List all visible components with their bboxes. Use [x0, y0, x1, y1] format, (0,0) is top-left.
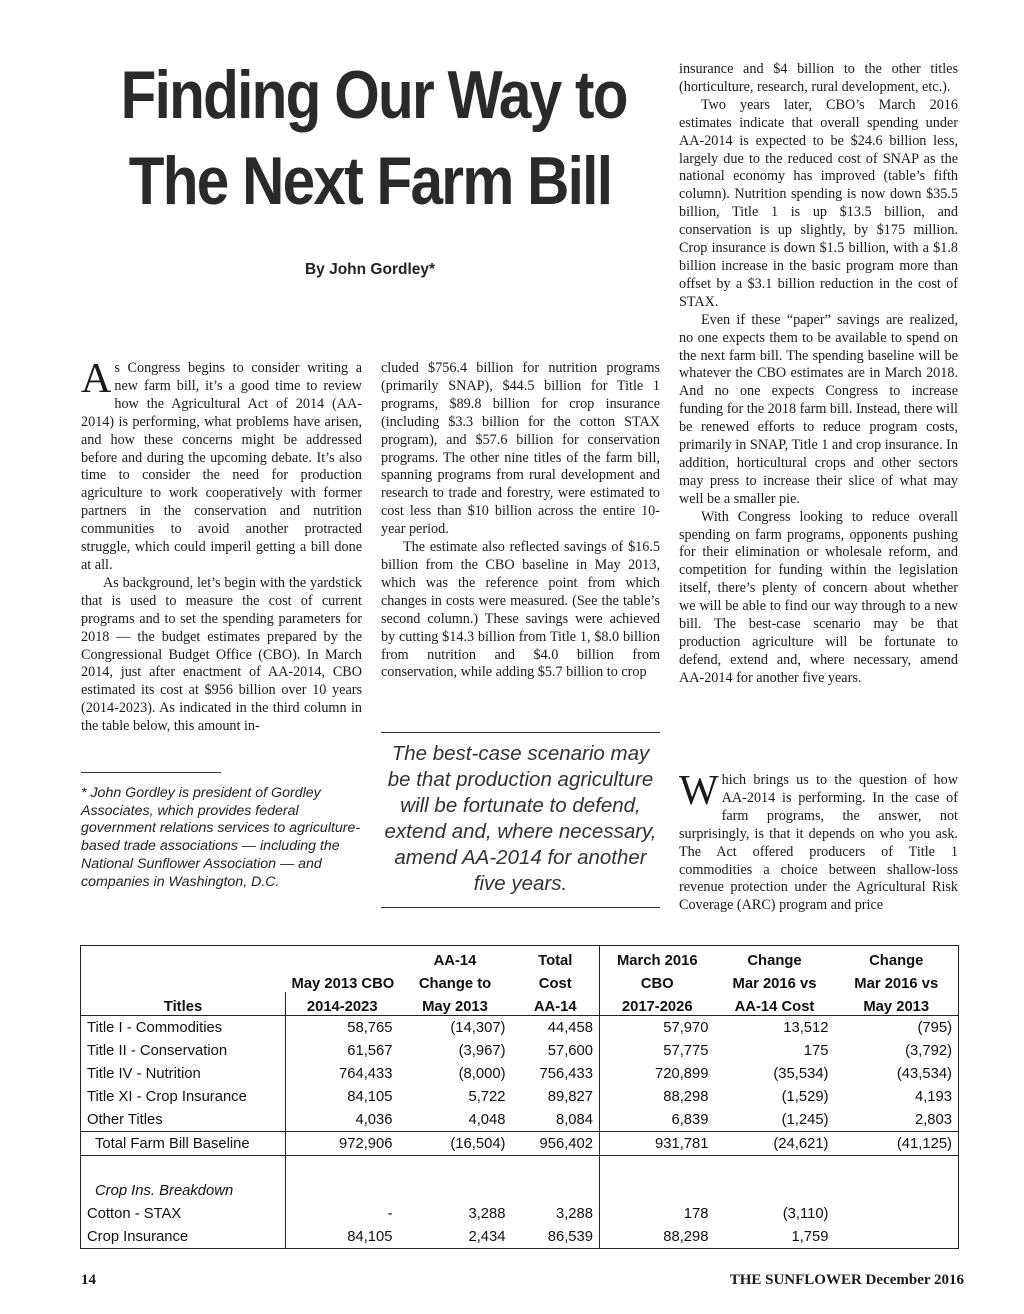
table-row: [81, 1225, 959, 1249]
cell: 6,839: [600, 1108, 715, 1132]
cell: 5,722: [468, 1088, 506, 1105]
cell: 8,084: [512, 1108, 600, 1132]
cell: 61,567: [347, 1042, 393, 1059]
col-header: AA-14 Cost: [715, 992, 835, 1016]
cell: 88,298: [663, 1088, 709, 1105]
cell: (24,621): [715, 1132, 835, 1156]
cell: (795): [835, 1016, 959, 1040]
row-title: Title II - Conservation: [81, 1039, 286, 1062]
cell: (1,245): [715, 1108, 835, 1132]
cell: (43,534): [835, 1062, 959, 1085]
row-title: Other Titles: [81, 1108, 286, 1132]
paragraph: insurance and $4 billion to the other titles (horticulture, research, rural development, etc.).: [679, 61, 958, 95]
column-2: [381, 360, 660, 682]
paragraph: Even if these “paper” savings are realized, no one expects them to be available to spend on the next farm bill. The spending baseline will be whatever the CBO estimates are in March 2018. And no one expects Congress to increase funding for the 2018 farm bill. Instead, there will be renewed efforts to reduce program costs, primarily in SNAP, Title 1 and crop insurance. In addition, horticultural crops and other sectors may press to increase their slice of what may well be a smaller pie.: [679, 311, 958, 507]
cell: 57,600: [512, 1039, 600, 1062]
cell: [835, 1202, 959, 1225]
cell: -: [387, 1205, 393, 1222]
drop-cap: A: [81, 356, 112, 402]
cell: 58,765: [347, 1019, 393, 1036]
cell: 4,193: [835, 1085, 959, 1108]
paragraph: The estimate also reflected savings of $16.5 billion from the CBO baseline in May 2013, which was the reference point from which changes in costs were measured. (See the table’s second column.) These savings were achieved by cutting $14.3 billion from Title 1, $8.0 billion from nutrition and $4.0 billion from conservation, while adding $5.7 billion to crop: [381, 539, 660, 681]
row-title: Title IV - Nutrition: [81, 1062, 286, 1085]
col-header: May 2013: [399, 992, 512, 1016]
cell: 178: [683, 1205, 709, 1222]
col-header: Total: [512, 946, 600, 970]
row-title: Title XI - Crop Insurance: [81, 1085, 286, 1108]
col-header-titles: Titles: [81, 992, 286, 1016]
col-header: May 2013 CBO: [291, 976, 395, 992]
title-line-1: Finding Our Way to: [120, 57, 627, 133]
breakdown-label: Crop Ins. Breakdown: [81, 1179, 286, 1202]
paragraph: [81, 356, 362, 575]
title-line-2: The Next Farm Bill: [128, 143, 612, 219]
cell: (3,967): [458, 1042, 506, 1059]
byline: By John Gordley*: [304, 261, 436, 278]
cell: 13,512: [783, 1019, 829, 1036]
col-header: 2014-2023: [286, 992, 399, 1016]
cell: (3,110): [782, 1205, 829, 1222]
paragraph: [679, 768, 958, 915]
col-header: Cost: [512, 969, 600, 992]
column-3: [679, 61, 958, 688]
table-row: [81, 1108, 959, 1132]
cell: 3,288: [512, 1202, 600, 1225]
paragraph-text: s Congress begins to consider writing a new farm bill, it’s a good time to review how the Agricultural Act of 2014 (AA-2014) is performing, what problems have arisen, and how these concerns might be addressed before and during the upcoming debate. It’s also time to consider the need for production agriculture to work cooperatively with former partners in the conservation and nutrition communities to avoid another protracted struggle, which could imperil getting a bill done at all.: [81, 360, 362, 573]
pull-quote-bottom-rule: [381, 907, 660, 908]
table-row: [81, 1016, 959, 1040]
header-row: [81, 969, 959, 992]
total-row: [81, 1132, 959, 1156]
cell: 956,402: [512, 1132, 600, 1156]
row-title: Title I - Commodities: [81, 1016, 286, 1040]
cell: 88,298: [600, 1225, 715, 1249]
cell: (8,000): [458, 1065, 506, 1082]
table-row: [81, 1085, 959, 1108]
cell: 175: [803, 1042, 829, 1059]
cell: 57,970: [663, 1019, 709, 1036]
header-row: [81, 946, 959, 970]
farm-bill-cost-table: [80, 945, 958, 1250]
spacer-row: [81, 1156, 959, 1180]
table-row: [81, 1039, 959, 1062]
col-header: March 2016: [600, 946, 715, 970]
drop-cap: W: [679, 768, 719, 814]
row-title: Cotton - STAX: [81, 1202, 286, 1225]
article-title: [120, 52, 627, 224]
cell: (1,529): [781, 1088, 829, 1105]
cell: 84,105: [286, 1225, 399, 1249]
cell: 720,899: [655, 1065, 709, 1082]
cell: 3,288: [468, 1205, 506, 1222]
data-table: [80, 945, 959, 1249]
cell: (35,534): [773, 1065, 829, 1082]
col-header: AA-14: [512, 992, 600, 1016]
cell: 57,775: [663, 1042, 709, 1059]
page-number: 14: [81, 1272, 96, 1288]
row-title: Total Farm Bill Baseline: [81, 1132, 286, 1156]
col-header: Mar 2016 vs: [835, 969, 959, 992]
column-1: [81, 356, 362, 736]
paragraph: As background, let’s begin with the yardstick that is used to measure the cost of current programs and to set the spending parameters for 2018 — the budget estimates prepared by the Congressional Budget Office (CBO). In March 2014, just after enactment of AA-2014, CBO estimated its cost at $956 billion over 10 years (2014-2023). As indicated in the third column in the table below, this amount in-: [81, 574, 362, 735]
breakdown-label-row: [81, 1179, 959, 1202]
col-header: Mar 2016 vs: [732, 976, 817, 992]
cell: (16,504): [399, 1132, 512, 1156]
author-footnote: * John Gordley is president of Gordley Associates, which provides federal government relations services to agriculture-based trade associations — including the National Sunflower Association — and companies in Washington, D.C.: [81, 785, 361, 890]
col-header: Change: [715, 946, 835, 970]
table-row: [81, 1062, 959, 1085]
cell: 4,048: [399, 1108, 512, 1132]
row-title: Crop Insurance: [81, 1225, 286, 1249]
col-header: AA-14: [399, 946, 512, 970]
pull-quote: The best-case scenario may be that production agriculture will be fortunate to defend, extend and, where necessary, amend AA-2014 for another five years.: [384, 742, 657, 895]
cell: 86,539: [512, 1225, 600, 1249]
cell: (41,125): [835, 1132, 959, 1156]
cell: 2,434: [399, 1225, 512, 1249]
paragraph: cluded $756.4 billion for nutrition programs (primarily SNAP), $44.5 billion for Title 1 programs, $89.8 billion for crop insurance (including $3.3 billion for the cotton STAX program), and $57.6 billion for conservation programs. The other nine titles of the farm bill, spanning programs from rural development and research to trade and forestry, were estimated to cost less than $10 billion across the entire 10-year period.: [381, 360, 660, 538]
publication-footer: THE SUNFLOWER December 2016: [729, 1272, 964, 1288]
header-row: [81, 992, 959, 1016]
col-header: CBO: [640, 976, 674, 992]
cell: 756,433: [512, 1062, 600, 1085]
table-row: [81, 1202, 959, 1225]
cell: 44,458: [512, 1016, 600, 1040]
pull-quote-top-rule: [381, 732, 660, 733]
paragraph: With Congress looking to reduce overall spending on farm programs, opponents pushing for their elimination or wholesale reform, and competition for funding within the legislation itself, there’s plenty of concern about whether we will be able to find our way through to a new bill. The best-case scenario may be that production agriculture will be fortunate to defend, extend and, where necessary, amend AA-2014 for another five years.: [679, 508, 958, 686]
cell: 972,906: [286, 1132, 399, 1156]
cell: 764,433: [339, 1065, 393, 1082]
cell: 1,759: [715, 1225, 835, 1249]
paragraph-text: hich brings us to the question of how AA-2014 is performing. In the case of farm programs, the answer, not surprisingly, is that it depends on who you ask. The Act offered producers of Title 1 commodities a choice between shallow-loss revenue protection under the Agricultural Risk Coverage (ARC) program and price: [679, 772, 958, 914]
footnote-divider: [81, 772, 221, 773]
cell: 931,781: [600, 1132, 715, 1156]
column-3-continued: [679, 768, 958, 915]
col-header: May 2013: [835, 992, 959, 1016]
col-header: 2017-2026: [600, 992, 715, 1016]
paragraph: Two years later, CBO’s March 2016 estimates indicate that overall spending under AA-2014 is expected to be $24.6 billion less, largely due to the reduced cost of SNAP as the national economy has improved (table’s fifth column). Nutrition spending is now down $35.5 billion, Title 1 is up $13.5 billion, and conservation is up slightly, by $175 million. Crop insurance is down $1.5 billion, with a $1.8 billion increase in the basic program more than offset by a $3.1 billion reduction in the cost of STAX.: [679, 96, 958, 310]
cell: 89,827: [512, 1085, 600, 1108]
cell: 84,105: [347, 1088, 393, 1105]
cell: (3,792): [835, 1039, 959, 1062]
cell: [835, 1225, 959, 1249]
col-header: Change: [835, 946, 959, 970]
col-header: Change to: [418, 976, 492, 992]
cell: 4,036: [286, 1108, 399, 1132]
cell: 2,803: [835, 1108, 959, 1132]
cell: (14,307): [450, 1019, 506, 1036]
